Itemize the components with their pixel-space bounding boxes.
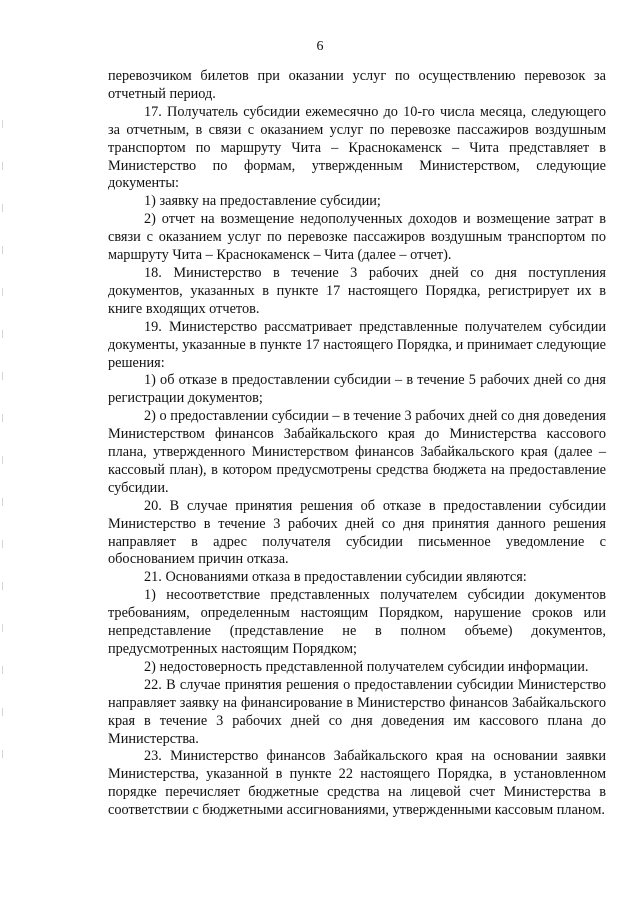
paragraph-23: 23. Министерство финансов Забайкальского края на основании заявки Министерства, указанной в пункте 22 настоящего Порядка, в установленном порядке перечисляет бюджетные средства на лицевой счет Министерства в соответствии с бюджетными ассигнованиями, утвержденными кассовым планом. — [108, 748, 606, 819]
paragraph-22: 22. В случае принятия решения о предоставлении субсидии Министерство направляет заявку на финансирование в Министерство финансов Забайкальского края в течение 3 рабочих дней со дня доведения им кассового плана до Министерства. — [108, 676, 606, 747]
paragraph-18: 18. Министерство в течение 3 рабочих дней со дня поступления документов, указанных в пункте 17 настоящего Порядка, регистрирует их в книге входящих отчетов. — [108, 264, 606, 317]
page-number: 6 — [316, 39, 324, 54]
scan-edge-marks — [2, 120, 4, 820]
paragraph-19-item-1: 1) об отказе в предоставлении субсидии – в течение 5 рабочих дней со дня регистрации документов; — [108, 372, 606, 407]
paragraph-19-item-2: 2) о предоставлении субсидии – в течение 3 рабочих дней со дня доведения Министерством финансов Забайкальского края до Министерства кассового плана, утвержденного Министерством финансов Забайкальского края (далее – кассовый план), в котором предусмотрены средства бюджета на предоставление субсидии. — [108, 408, 606, 496]
paragraph-continuation: перевозчиком билетов при оказании услуг по осуществлению перевозок за отчетный период. — [108, 68, 606, 102]
paragraph-21-item-1: 1) несоответствие представленных получателем субсидии документов требованиям, определенным настоящим Порядком, нарушение сроков или непредставление (представление не в полном объеме) документов, предусмотренных настоящим Порядком; — [108, 587, 606, 657]
paragraph-17-item-1: 1) заявку на предоставление субсидии; — [144, 193, 381, 210]
paragraph-17-item-2: 2) отчет на возмещение недополученных доходов и возмещение затрат в связи с оказанием услуг по перевозке пассажиров воздушным транспортом по маршруту Чита – Краснокаменск – Чита (далее – отчет). — [108, 211, 606, 264]
paragraph-21: 21. Основаниями отказа в предоставлении субсидии являются: — [144, 569, 527, 586]
paragraph-19: 19. Министерство рассматривает представленные получателем субсидии документы, указанные в пункте 17 настоящего Порядка, и принимает следующие решения: — [108, 318, 606, 371]
paragraph-17: 17. Получатель субсидии ежемесячно до 10-го числа месяца, следующего за отчетным, в связи с оказанием услуг по перевозке пассажиров воздушным транспортом по маршруту Чита – Краснокаменск – Чита представляет в Министерство по формам, утвержденным Министерством, следующие документы: — [108, 103, 606, 192]
document-body — [108, 68, 606, 820]
paragraph-20: 20. В случае принятия решения об отказе в предоставлении субсидии Министерство в течение 3 рабочих дней со дня принятия данного решения направляет в адрес получателя субсидии письменное уведомление с обоснованием причин отказа. — [108, 497, 606, 568]
paragraph-21-item-2: 2) недостоверность представленной получателем субсидии информации. — [144, 658, 589, 675]
